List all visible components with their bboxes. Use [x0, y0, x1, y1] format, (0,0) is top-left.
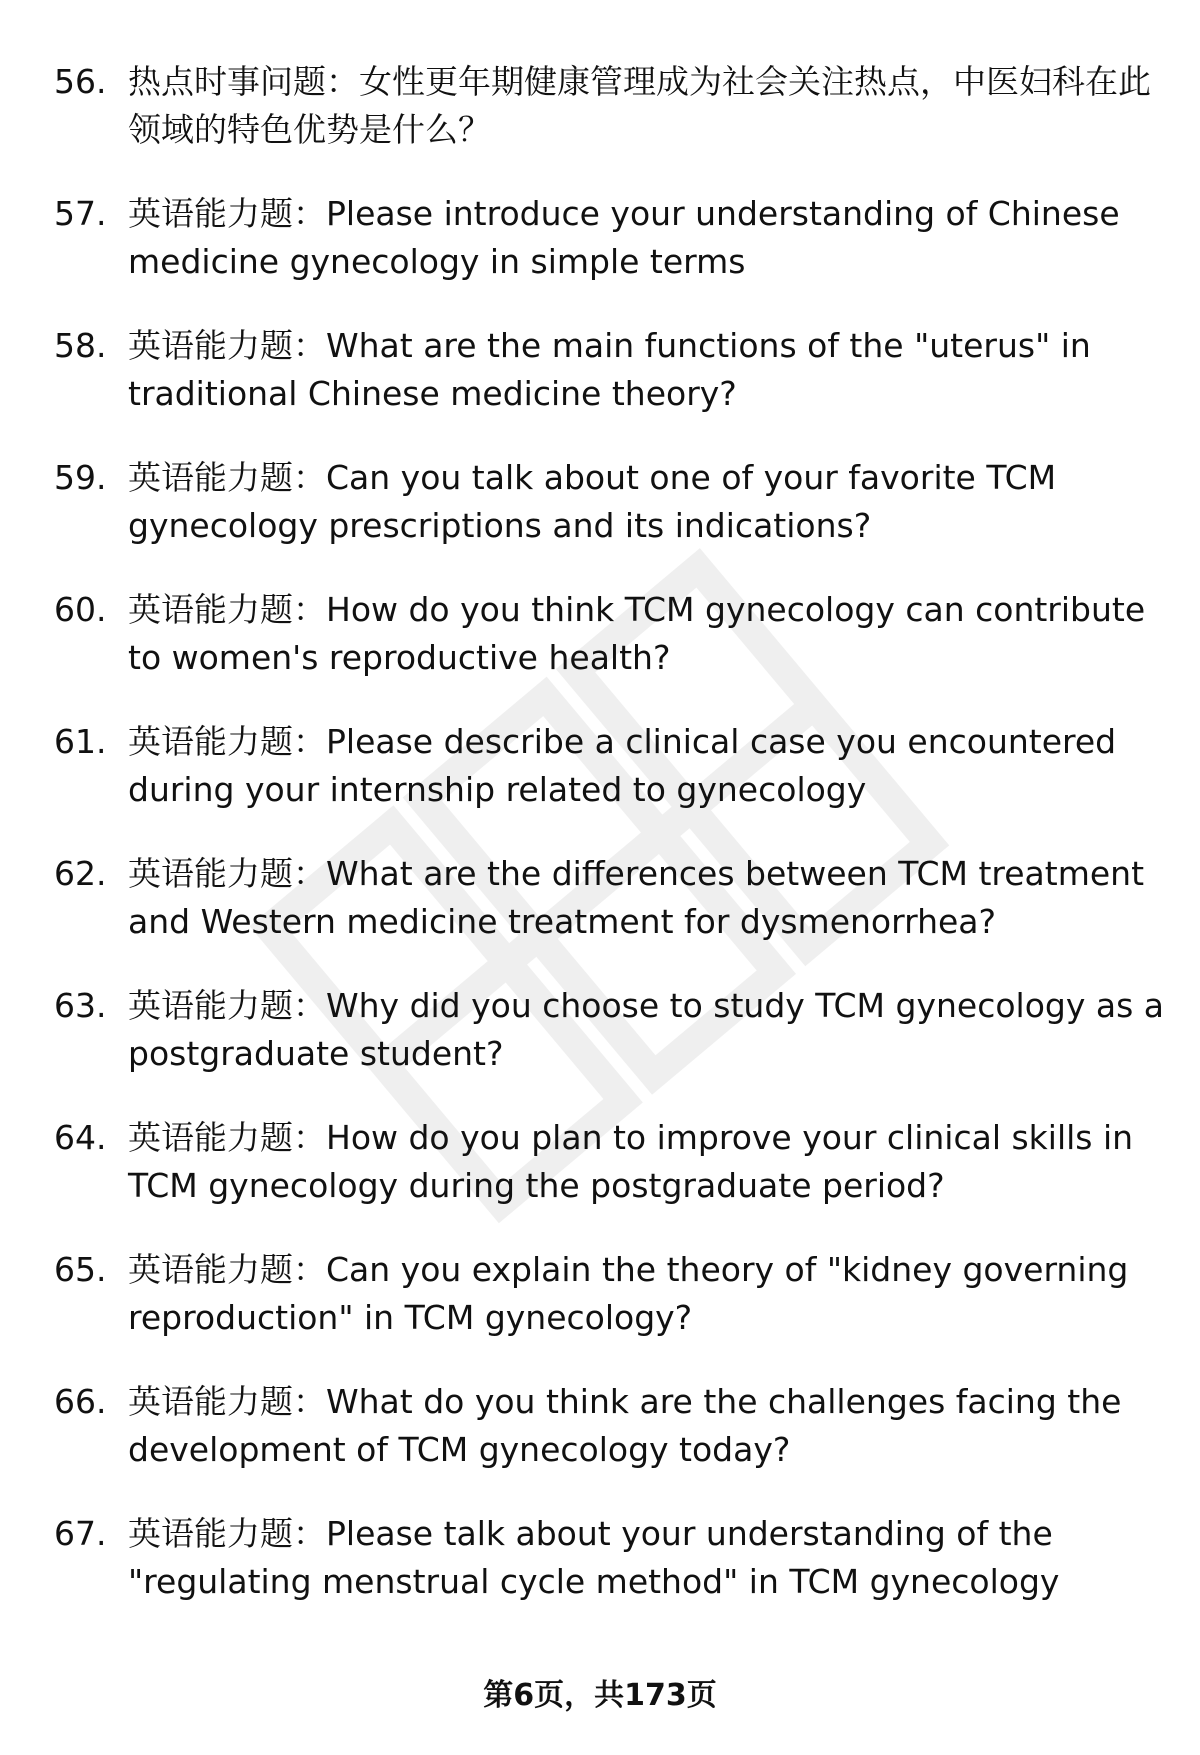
question-item [0, 718, 1200, 814]
question-text: 英语能力题：What are the differences between TCM treatment and Western medicine treatment for dysmenorrhea? [128, 854, 1145, 941]
question-item [0, 850, 1200, 946]
question-item [0, 454, 1200, 550]
question-number: 58. [54, 326, 107, 365]
question-text: 英语能力题：How do you think TCM gynecology can contribute to women's reproductive health? [128, 590, 1146, 677]
question-text: 英语能力题：What do you think are the challenges facing the development of TCM gynecology today? [128, 1382, 1122, 1469]
question-number: 63. [54, 986, 107, 1025]
question-number: 56. [54, 62, 107, 101]
question-item [0, 322, 1200, 418]
question-list [0, 58, 1200, 1642]
question-number: 62. [54, 854, 107, 893]
question-text: 英语能力题：Please talk about your understanding of the "regulating menstrual cycle method" in TCM gynecology [128, 1514, 1060, 1601]
question-text: 热点时事问题：女性更年期健康管理成为社会关注热点，中医妇科在此领域的特色优势是什么？ [128, 62, 1151, 149]
question-number: 65. [54, 1250, 107, 1289]
question-text: 英语能力题：Can you talk about one of your favorite TCM gynecology prescriptions and its indications? [128, 458, 1057, 545]
question-number: 61. [54, 722, 107, 761]
question-item [0, 190, 1200, 286]
question-item [0, 1114, 1200, 1210]
question-item [0, 982, 1200, 1078]
question-item [0, 1246, 1200, 1342]
question-number: 67. [54, 1514, 107, 1553]
page-footer: 第6页，共173页 [483, 1678, 717, 1713]
question-text: 英语能力题：Please introduce your understanding of Chinese medicine gynecology in simple terms [128, 194, 1120, 281]
question-number: 57. [54, 194, 107, 233]
question-number: 60. [54, 590, 107, 629]
question-text: 英语能力题：Please describe a clinical case you encountered during your internship related to gynecology [128, 722, 1117, 809]
question-item [0, 1510, 1200, 1606]
question-text: 英语能力题：How do you plan to improve your clinical skills in TCM gynecology during the postgraduate period? [128, 1118, 1134, 1205]
question-number: 66. [54, 1382, 107, 1421]
question-number: 64. [54, 1118, 107, 1157]
question-number: 59. [54, 458, 107, 497]
question-text: 英语能力题：What are the main functions of the "uterus" in traditional Chinese medicine theory? [128, 326, 1091, 413]
question-text: 英语能力题：Can you explain the theory of "kidney governing reproduction" in TCM gynecology? [128, 1250, 1129, 1337]
question-item [0, 1378, 1200, 1474]
question-item [0, 586, 1200, 682]
question-text: 英语能力题：Why did you choose to study TCM gynecology as a postgraduate student? [128, 986, 1165, 1073]
question-item [0, 58, 1200, 154]
